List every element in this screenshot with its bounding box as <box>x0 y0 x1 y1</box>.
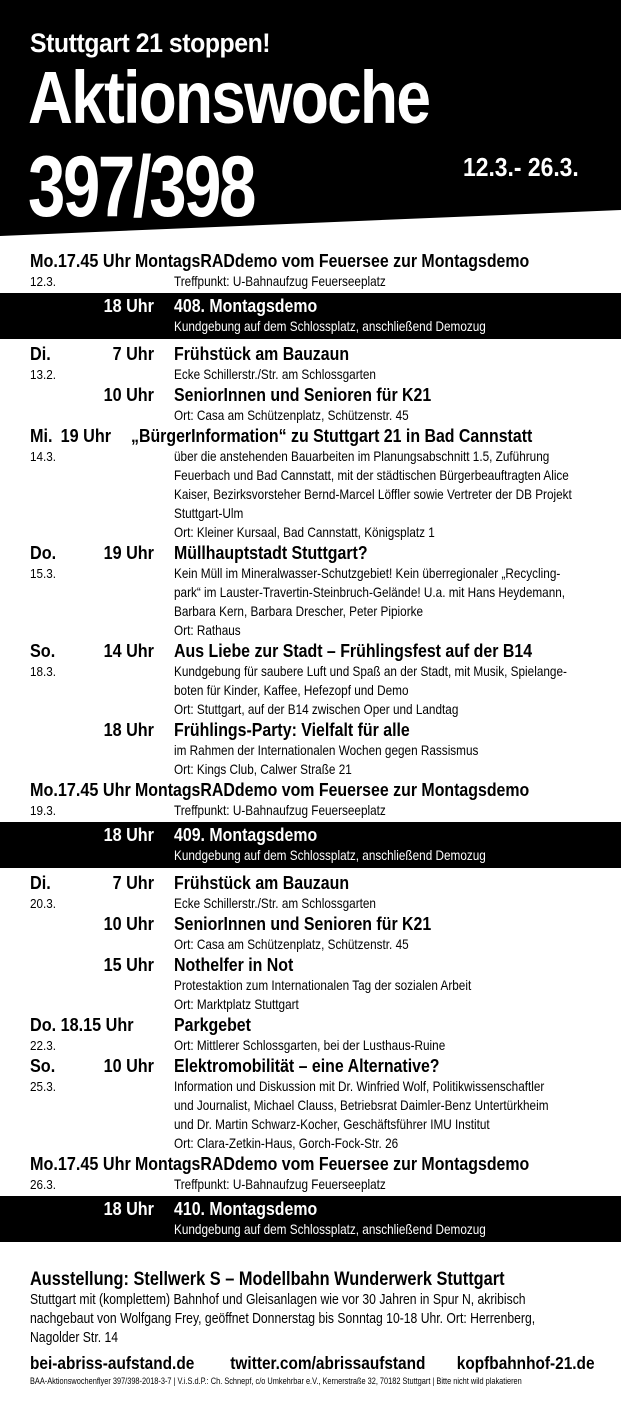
event-description-line: Feuerbach und Bad Cannstatt, mit der städtischen Bürgerbeauftragten Alice <box>174 467 569 483</box>
event-date: 18.3. <box>30 664 57 679</box>
event-description <box>174 564 621 640</box>
event-title: SeniorInnen und Senioren für K21 <box>174 913 432 934</box>
event-title: Nothelfer in Not <box>174 954 294 975</box>
event-description <box>174 365 593 384</box>
event-date: 25.3. <box>30 1079 57 1094</box>
event-description <box>174 976 593 1014</box>
event-description-line: Kaiser, Bezirksvorsteher Bernd-Marcel Löffler sowie Vertreter der DB Projekt <box>174 486 572 502</box>
event-title: 410. Montagsdemo <box>174 1198 318 1219</box>
event-day: Do. 18.15 Uhr <box>30 1015 134 1035</box>
event-heading <box>30 640 593 662</box>
event-date <box>30 317 142 336</box>
event-date <box>30 406 142 425</box>
twitter-link[interactable]: twitter.com/abrissaufstand <box>230 1353 426 1373</box>
event-heading <box>30 954 593 976</box>
event-title: Müllhauptstadt Stuttgart? <box>174 542 368 563</box>
event-description-line: Ort: Marktplatz Stuttgart <box>174 996 299 1012</box>
event-description-line: Treffpunkt: U-Bahnaufzug Feuerseeplatz <box>174 1176 386 1192</box>
event-date: 19.3. <box>30 803 57 818</box>
event-row <box>0 542 621 640</box>
event-title: MontagsRADdemo vom Feuersee zur Montagsdemo <box>134 779 529 800</box>
event-description <box>174 741 593 779</box>
event-list <box>0 250 621 1246</box>
event-time: 18 Uhr <box>103 825 154 845</box>
event-description <box>174 801 593 820</box>
event-date <box>30 976 142 1014</box>
website-link[interactable]: bei-abriss-aufstand.de <box>30 1353 195 1373</box>
exhibition-text-line: Nagolder Str. 14 <box>30 1330 119 1346</box>
event-description <box>174 662 621 719</box>
event-description-line: Treffpunkt: U-Bahnaufzug Feuerseeplatz <box>174 273 386 289</box>
event-description <box>174 894 593 913</box>
event-heading <box>30 295 593 317</box>
event-description-line: Protestaktion zum Internationalen Tag der sozialen Arbeit <box>174 977 472 993</box>
exhibition-section <box>30 1269 600 1348</box>
event-row <box>0 1014 621 1055</box>
imprint: BAA-Aktionswochenflyer 397/398-2018-3-7 | V.i.S.d.P.: Ch. Schnepf, c/o Umkehrbar e.V., Kernerstraße 32, 70182 Stuttgart | Bitte nicht wild plakatieren <box>30 1376 522 1386</box>
event-heading <box>30 779 593 801</box>
event-heading <box>30 343 593 365</box>
date-range: 12.3.- 26.3. <box>463 152 579 182</box>
event-description-line: Ort: Mittlerer Schlossgarten, bei der Lusthaus-Ruine <box>174 1037 446 1053</box>
event-row <box>0 250 621 291</box>
event-row-highlight <box>0 822 621 868</box>
event-description-line: Ort: Kings Club, Calwer Straße 21 <box>174 761 352 777</box>
event-description-line: und Dr. Martin Schwarz-Kocher, Geschäftsführer IMU Institut <box>174 1116 490 1132</box>
event-day: Mi. <box>30 426 53 446</box>
event-date: 20.3. <box>30 896 57 911</box>
exhibition-title: Ausstellung: Stellwerk S – Modellbahn Wunderwerk Stuttgart <box>30 1269 505 1290</box>
event-description <box>174 1036 593 1055</box>
event-description <box>174 1077 620 1153</box>
event-date: 22.3. <box>30 1038 57 1053</box>
event-day: So. <box>30 641 56 661</box>
event-heading <box>30 1014 593 1036</box>
event-date: 13.2. <box>30 367 57 382</box>
event-row <box>0 343 621 384</box>
event-time: 10 Uhr <box>103 1056 154 1076</box>
header-kicker: Stuttgart 21 stoppen! <box>30 28 271 58</box>
event-title: Elektromobilität – eine Alternative? <box>174 1055 440 1076</box>
event-date: 14.3. <box>30 449 57 464</box>
event-title: SeniorInnen und Senioren für K21 <box>174 384 432 405</box>
event-description <box>174 1175 593 1194</box>
event-title: Parkgebet <box>174 1014 251 1035</box>
exhibition-text-line: nachgebaut von Wolfgang Frey, geöffnet Donnerstag bis Sonntag 10-18 Uhr. Ort: Herrenberg, <box>30 1311 536 1327</box>
event-heading <box>30 913 593 935</box>
event-row-highlight <box>0 1196 621 1242</box>
event-time: 14 Uhr <box>103 641 154 661</box>
event-title: MontagsRADdemo vom Feuersee zur Montagsdemo <box>134 1153 529 1174</box>
page-title: Aktionswoche <box>28 56 430 139</box>
event-description-line: Stuttgart-Ulm <box>174 505 244 521</box>
event-time: 7 Uhr <box>112 873 154 893</box>
event-day: So. <box>30 1056 56 1076</box>
event-heading <box>30 1198 593 1220</box>
event-date: 26.3. <box>30 1177 57 1192</box>
event-title: MontagsRADdemo vom Feuersee zur Montagsdemo <box>134 250 529 271</box>
event-day: Di. <box>30 344 51 364</box>
event-description-line: Kundgebung auf dem Schlossplatz, anschließend Demozug <box>174 318 486 334</box>
event-date <box>30 935 142 954</box>
event-day: Do. <box>30 543 57 563</box>
footer-links <box>30 1353 595 1374</box>
event-description-line: Ecke Schillerstr./Str. am Schlossgarten <box>174 366 376 382</box>
event-description-line: über die anstehenden Bauarbeiten im Planungsabschnitt 1.5, Zuführung <box>174 448 550 464</box>
event-row <box>0 425 621 542</box>
event-row <box>0 954 621 1014</box>
event-description-line: Ort: Clara-Zetkin-Haus, Gorch-Fock-Str. 26 <box>174 1135 399 1151</box>
event-heading <box>30 719 593 741</box>
event-day: Mo.17.45 Uhr <box>30 1154 131 1174</box>
event-description <box>174 447 621 542</box>
event-date <box>30 1220 142 1239</box>
event-time: 10 Uhr <box>103 914 154 934</box>
event-heading <box>30 1055 593 1077</box>
event-day: Di. <box>30 873 51 893</box>
exhibition-text-line: Stuttgart mit (komplettem) Bahnhof und Gleisanlagen wie vor 30 Jahren in Spur N, akribisch <box>30 1292 526 1308</box>
event-heading <box>30 824 593 846</box>
event-date: 12.3. <box>30 274 57 289</box>
event-description-line: Treffpunkt: U-Bahnaufzug Feuerseeplatz <box>174 802 386 818</box>
event-date: 15.3. <box>30 566 57 581</box>
event-description <box>174 935 593 954</box>
event-heading <box>30 872 593 894</box>
event-description-line: Kundgebung auf dem Schlossplatz, anschließend Demozug <box>174 847 486 863</box>
event-description-line: Ort: Rathaus <box>174 622 241 638</box>
event-day: Mo.17.45 Uhr <box>30 251 131 271</box>
event-description-line: Kundgebung für saubere Luft und Spaß an der Stadt, mit Musik, Spielange- <box>174 663 567 679</box>
event-heading <box>30 542 593 564</box>
event-description-line: im Rahmen der Internationalen Wochen gegen Rassismus <box>174 742 479 758</box>
event-description-line: Ecke Schillerstr./Str. am Schlossgarten <box>174 895 376 911</box>
event-time: 10 Uhr <box>103 385 154 405</box>
event-row <box>0 1153 621 1194</box>
event-description-line: Ort: Stuttgart, auf der B14 zwischen Oper und Landtag <box>174 701 459 717</box>
event-time: 19 Uhr <box>103 543 154 563</box>
event-title: 408. Montagsdemo <box>174 295 318 316</box>
event-date <box>30 741 142 779</box>
event-description-line: park“ im Lauster-Travertin-Steinbruch-Gelände! U.a. mit Hans Heydemann, <box>174 584 566 600</box>
event-day: Mo.17.45 Uhr <box>30 780 131 800</box>
event-time: 15 Uhr <box>103 955 154 975</box>
kopfbahnhof-link[interactable]: kopfbahnhof-21.de <box>457 1353 595 1373</box>
event-time: 18 Uhr <box>103 720 154 740</box>
event-row-highlight <box>0 293 621 339</box>
event-date <box>30 846 142 865</box>
week-number: 397/398 <box>28 139 255 235</box>
event-description-line: Kein Müll im Mineralwasser-Schutzgebiet! Kein überregionaler „Recycling- <box>174 565 561 581</box>
event-description-line: Ort: Casa am Schützenplatz, Schützenstr. 45 <box>174 936 409 952</box>
event-description <box>174 846 593 865</box>
event-description-line: Information und Diskussion mit Dr. Winfried Wolf, Politikwissenschaftler <box>174 1078 545 1094</box>
event-description <box>174 317 593 336</box>
event-time: 18 Uhr <box>103 296 154 316</box>
event-row <box>0 913 621 954</box>
event-row <box>0 384 621 425</box>
event-row <box>0 640 621 719</box>
event-description-line: boten für Kinder, Kaffee, Hefezopf und Demo <box>174 682 409 698</box>
event-description <box>174 272 593 291</box>
event-description-line: Barbara Kern, Barbara Drescher, Peter Pipiorke <box>174 603 424 619</box>
event-description <box>174 1220 593 1239</box>
event-row <box>0 779 621 820</box>
event-title: Frühlings-Party: Vielfalt für alle <box>174 719 410 740</box>
event-description <box>174 406 593 425</box>
event-description-line: Kundgebung auf dem Schlossplatz, anschließend Demozug <box>174 1221 486 1237</box>
event-heading <box>30 1153 593 1175</box>
event-heading <box>30 384 593 406</box>
event-heading <box>30 425 593 447</box>
event-time: 18 Uhr <box>103 1199 154 1219</box>
flyer-header <box>0 0 621 250</box>
event-title: Frühstück am Bauzaun <box>174 343 350 364</box>
event-description-line: Ort: Kleiner Kursaal, Bad Cannstatt, Königsplatz 1 <box>174 524 435 540</box>
event-title: Aus Liebe zur Stadt – Frühlingsfest auf der B14 <box>174 640 533 661</box>
event-row <box>0 872 621 913</box>
event-row <box>0 719 621 779</box>
event-description-line: und Journalist, Michael Clauss, Betriebsrat Daimler-Benz Untertürkheim <box>174 1097 549 1113</box>
event-title: Frühstück am Bauzaun <box>174 872 350 893</box>
event-heading <box>30 250 593 272</box>
event-time: 7 Uhr <box>112 344 154 364</box>
event-title: 409. Montagsdemo <box>174 824 318 845</box>
event-time: 19 Uhr <box>60 426 112 446</box>
event-description-line: Ort: Casa am Schützenplatz, Schützenstr. 45 <box>174 407 409 423</box>
event-title: „BürgerInformation“ zu Stuttgart 21 in Bad Cannstatt <box>131 425 533 446</box>
event-row <box>0 1055 621 1153</box>
